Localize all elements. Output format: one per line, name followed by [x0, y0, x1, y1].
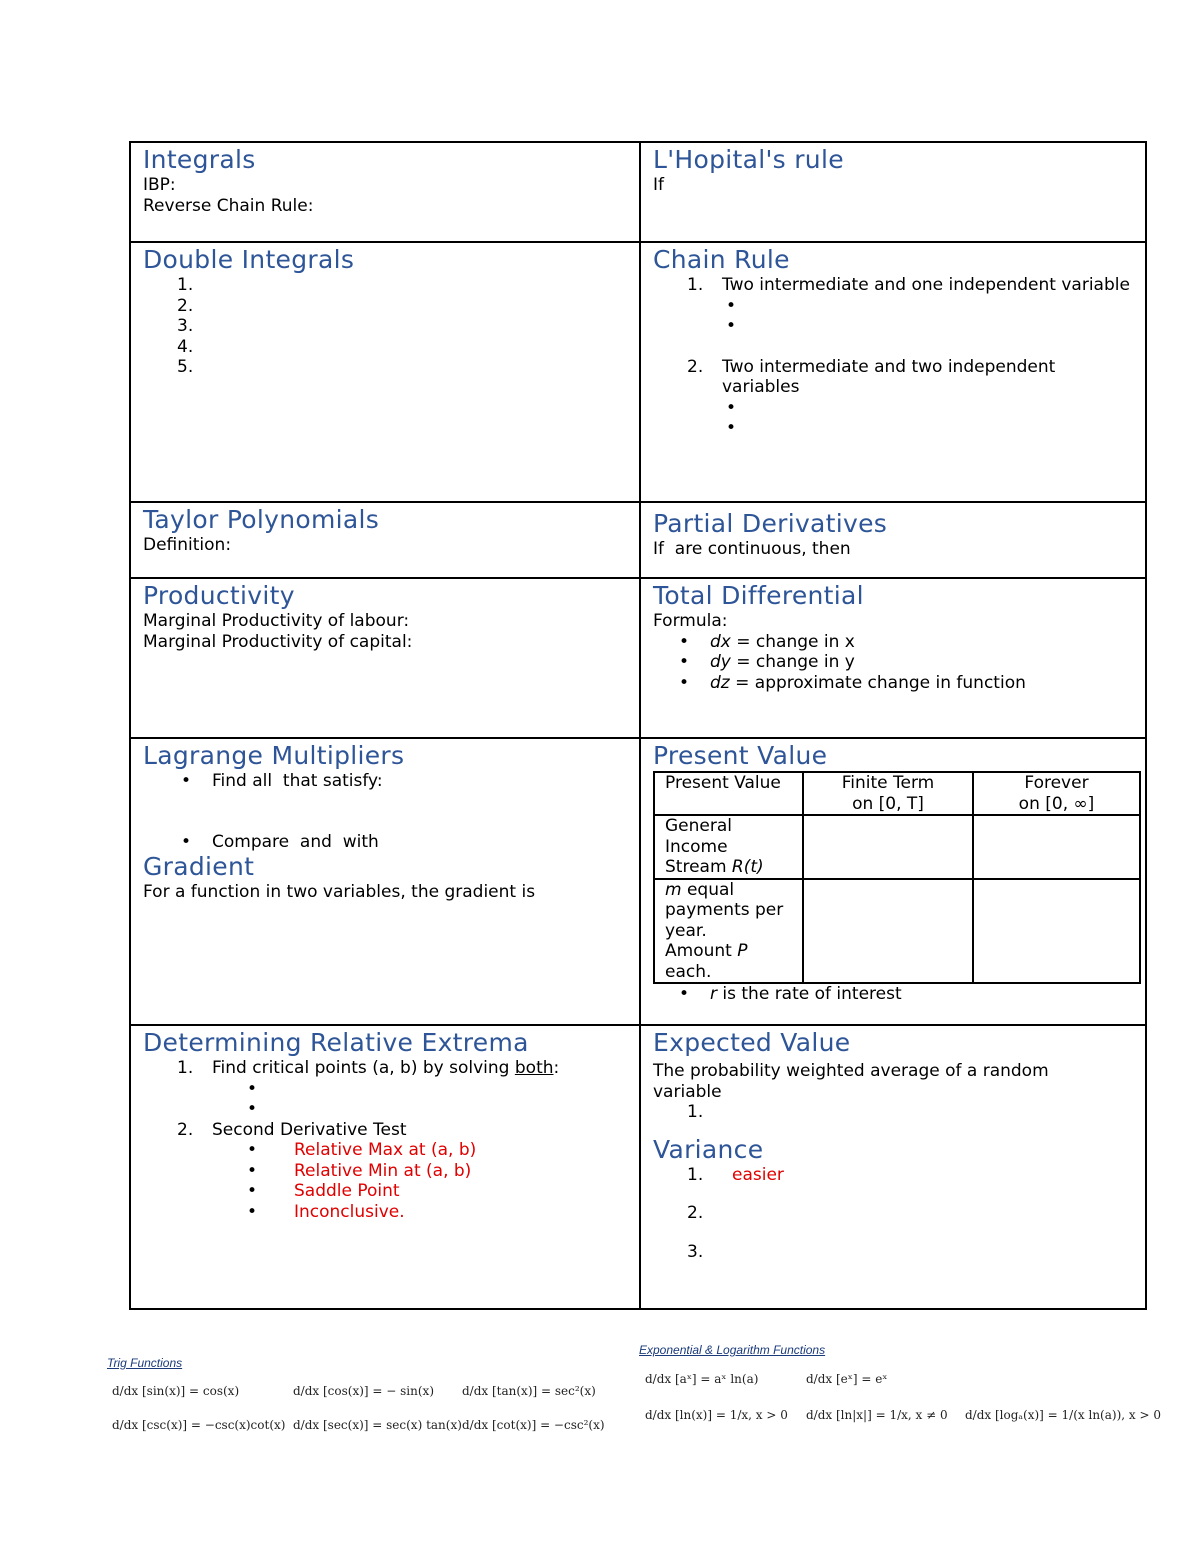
trig-formula: d/dx [cot(x)] = −csc²(x): [462, 1418, 605, 1432]
bullet-list: [653, 296, 1137, 337]
list-item: •: [247, 1099, 258, 1119]
list-item: • dx = change in x: [679, 631, 855, 652]
expected-value-text: The probability weighted average of a random variable: [653, 1061, 1049, 1102]
chain-rule-list: [653, 357, 1137, 398]
table-cell: [973, 879, 1140, 984]
list-item: • Inconclusive.: [247, 1201, 405, 1222]
lagrange-cell: [131, 739, 639, 1024]
lagrange-title: Lagrange Multipliers: [143, 741, 405, 770]
list-item: 4.: [177, 336, 194, 357]
integrals-cell: [131, 143, 639, 241]
explog-formula: d/dx [aˣ] = aˣ ln(a): [645, 1372, 759, 1386]
bullet-list: [653, 398, 1137, 439]
ibp-label: IBP:: [143, 175, 176, 195]
list-item: 2.: [687, 1203, 704, 1223]
bullet-list: [143, 832, 629, 853]
chain-rule-title: Chain Rule: [653, 245, 790, 274]
double-integrals-cell: [131, 243, 639, 501]
list-item: 3.: [687, 1241, 704, 1262]
extrema-title: Determining Relative Extrema: [143, 1028, 529, 1057]
trig-formula: d/dx [sec(x)] = sec(x) tan(x): [293, 1418, 462, 1432]
expected-list: [653, 1102, 1137, 1123]
list-item: • dy = change in y: [679, 652, 855, 672]
table-header: Finite Term on [0, T]: [803, 772, 973, 815]
list-item: • Find all that satisfy:: [181, 771, 383, 791]
list-item: • dz = approximate change in function: [679, 672, 1026, 693]
list-item: 5.: [177, 357, 194, 377]
lhopital-cell: [641, 143, 1147, 241]
formula-sheet: [129, 141, 1147, 1310]
list-item: • Relative Min at (a, b): [247, 1160, 472, 1181]
explog-formula: d/dx [eˣ] = eˣ: [806, 1372, 888, 1386]
taylor-cell: [131, 503, 639, 577]
productivity-title: Productivity: [143, 581, 295, 610]
extrema-list: [143, 1120, 629, 1141]
reverse-chain-rule-label: Reverse Chain Rule:: [143, 195, 314, 216]
table-cell: [803, 815, 973, 879]
lhopital-if: If: [653, 175, 664, 195]
explog-formula: d/dx [logₐ(x)] = 1/(x ln(a)), x > 0: [965, 1408, 1161, 1422]
list-item: •: [726, 316, 737, 336]
list-item: • Compare and with: [181, 831, 379, 852]
chain-rule-cell: [641, 243, 1147, 501]
table-cell: General Income Stream R(t): [654, 815, 803, 879]
list-item: 2.: [177, 295, 194, 316]
list-item: 2. Second Derivative Test: [177, 1119, 407, 1140]
table-header: Forever on [0, ∞]: [973, 772, 1140, 815]
list-item: •: [726, 418, 737, 438]
list-item: • Saddle Point: [247, 1181, 400, 1201]
lhopital-title: L'Hopital's rule: [653, 145, 844, 174]
present-value-cell: [641, 739, 1147, 1024]
table-row: [654, 815, 1140, 879]
list-item: •: [247, 1078, 258, 1099]
trig-formula: d/dx [cos(x)] = − sin(x): [293, 1384, 434, 1398]
trig-formula: d/dx [csc(x)] = −csc(x)cot(x): [112, 1418, 286, 1432]
bullet-list: [143, 1140, 629, 1222]
list-item: 2. Two intermediate and two independent variables: [687, 356, 1056, 397]
list-item: 1. Two intermediate and one independent variable: [687, 275, 1130, 295]
partial-cell: [641, 507, 1147, 577]
taylor-definition: Definition:: [143, 535, 232, 555]
integrals-title: Integrals: [143, 145, 256, 174]
list-item: 1.: [177, 275, 194, 295]
table-cell: [803, 879, 973, 984]
double-integrals-title: Double Integrals: [143, 245, 355, 274]
explog-formula: d/dx [ln(x)] = 1/x, x > 0: [645, 1408, 788, 1422]
list-item: •: [726, 397, 737, 418]
labour-label: Marginal Productivity of labour:: [143, 611, 410, 631]
present-value-title: Present Value: [653, 741, 828, 770]
taylor-title: Taylor Polynomials: [143, 505, 380, 534]
table-row: [654, 879, 1140, 984]
total-differential-title: Total Differential: [653, 581, 864, 610]
present-value-table: [653, 771, 1141, 984]
extrema-cell: [131, 1026, 639, 1310]
list-item: 3.: [177, 316, 194, 336]
expected-value-title: Expected Value: [653, 1028, 851, 1057]
table-header: Present Value: [654, 772, 803, 815]
extrema-list: [143, 1058, 629, 1079]
bullet-list: [653, 984, 1137, 1005]
trig-formula: d/dx [sin(x)] = cos(x): [112, 1384, 240, 1398]
bullet-list: [143, 1079, 629, 1120]
list-item: 1. Find critical points (a, b) by solving both:: [177, 1058, 560, 1078]
gradient-text: For a function in two variables, the gradient is: [143, 882, 536, 902]
variance-list: [653, 1165, 1137, 1263]
explog-formula: d/dx [ln|x|] = 1/x, x ≠ 0: [806, 1408, 948, 1422]
list-item: • r is the rate of interest: [679, 984, 902, 1004]
chain-rule-list: [653, 275, 1137, 296]
bullet-list: [653, 632, 1137, 694]
trig-formula: d/dx [tan(x)] = sec²(x): [462, 1384, 596, 1398]
double-integrals-list: [143, 275, 629, 378]
list-item: •: [726, 295, 737, 316]
table-cell: [973, 815, 1140, 879]
list-item: 1.: [687, 1102, 704, 1122]
exp-log-title: Exponential & Logarithm Functions: [639, 1343, 826, 1357]
trig-functions-title: Trig Functions: [107, 1356, 183, 1370]
gradient-title: Gradient: [143, 852, 255, 881]
list-item: • Relative Max at (a, b): [247, 1140, 477, 1160]
expected-value-cell: [641, 1026, 1147, 1310]
table-cell: m equal payments per year. Amount P each.: [654, 879, 803, 984]
partial-title: Partial Derivatives: [653, 509, 888, 538]
total-differential-cell: [641, 579, 1147, 737]
formula-label: Formula:: [653, 611, 728, 631]
bullet-list: [143, 771, 629, 792]
list-item: 1. easier: [687, 1164, 784, 1185]
productivity-cell: [131, 579, 639, 737]
capital-label: Marginal Productivity of capital:: [143, 631, 413, 652]
partial-text: If are continuous, then: [653, 539, 851, 559]
variance-title: Variance: [653, 1134, 764, 1164]
